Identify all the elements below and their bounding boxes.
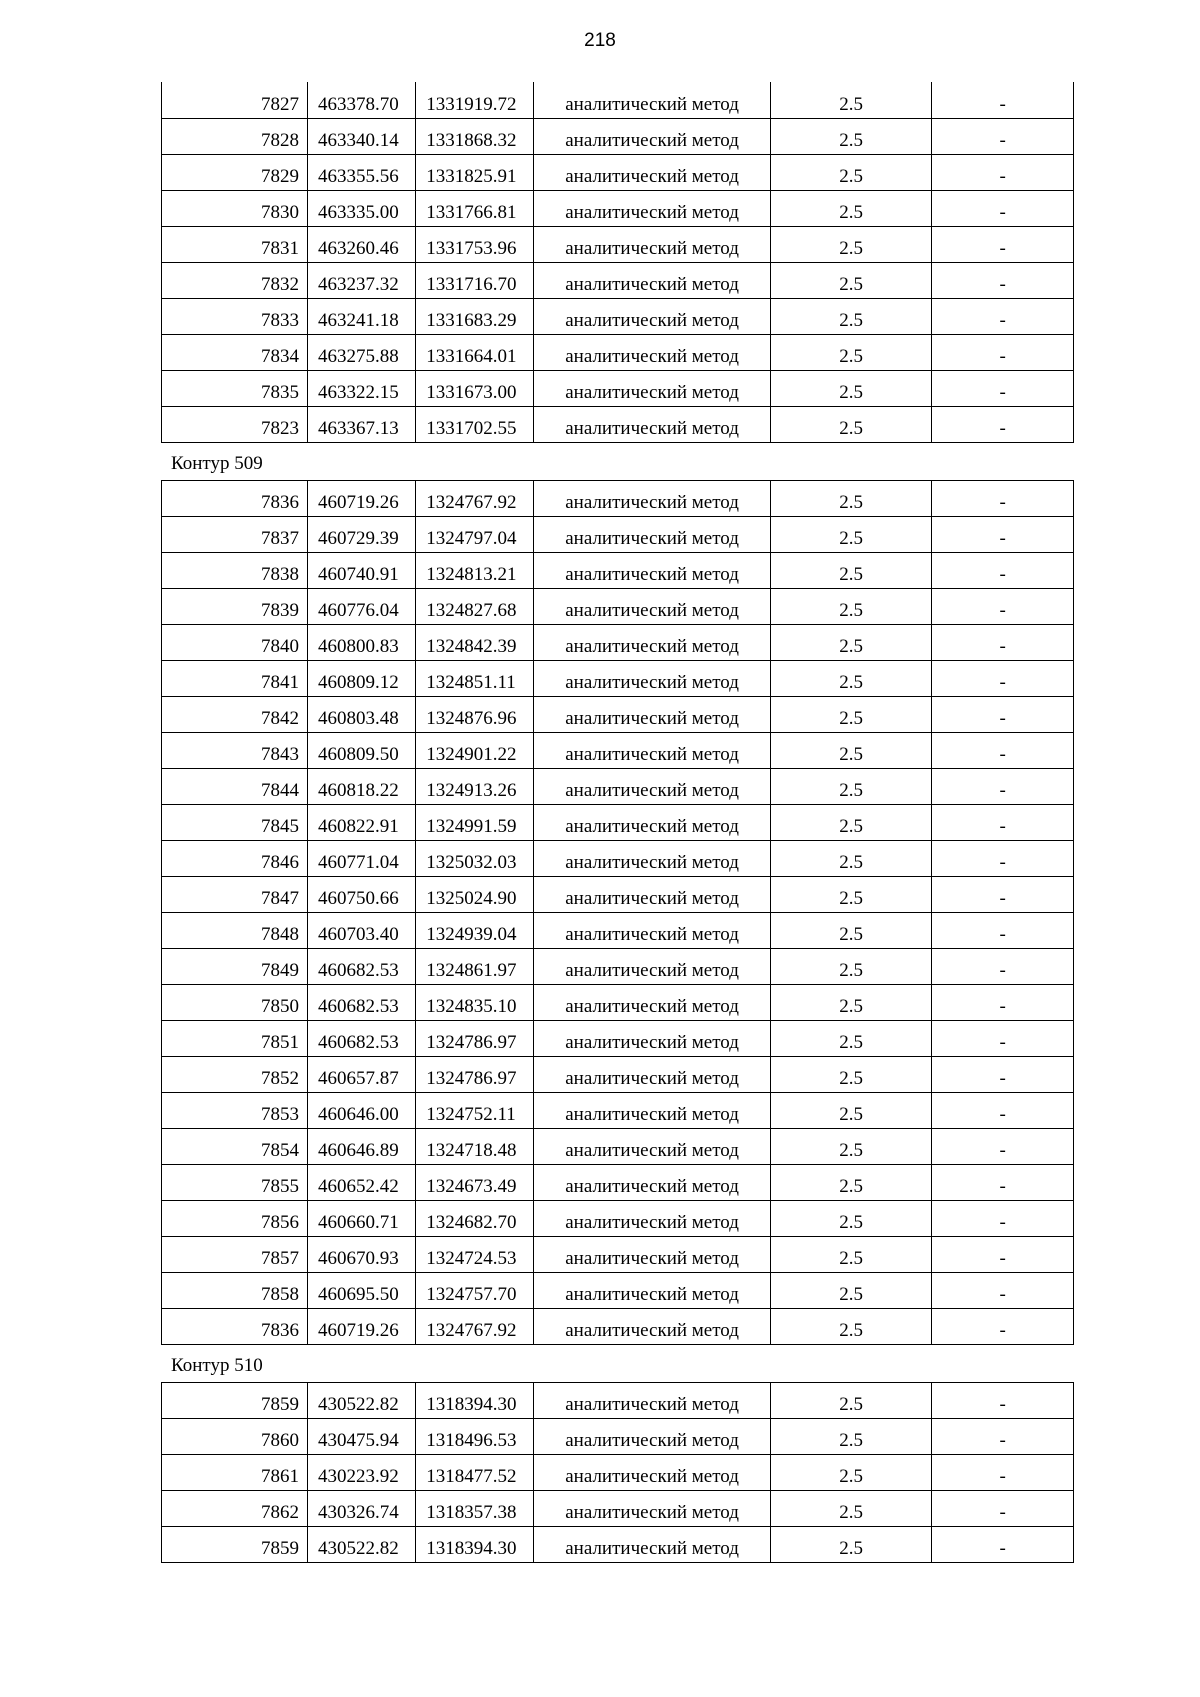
accuracy-cell: 2.5 — [771, 732, 932, 768]
note-cell: - — [932, 1128, 1074, 1164]
y-coordinate-cell: 1331766.81 — [416, 190, 534, 226]
table-row — [162, 1454, 1074, 1490]
note-cell: - — [932, 154, 1074, 190]
coordinates-document — [161, 82, 1074, 1563]
accuracy-cell: 2.5 — [771, 984, 932, 1020]
accuracy-cell: 2.5 — [771, 1200, 932, 1236]
point-number-cell: 7839 — [162, 588, 308, 624]
y-coordinate-cell: 1331683.29 — [416, 298, 534, 334]
y-coordinate-cell: 1324827.68 — [416, 588, 534, 624]
table-row — [162, 118, 1074, 154]
table-row — [162, 1164, 1074, 1200]
x-coordinate-cell: 430223.92 — [308, 1454, 416, 1490]
point-number-cell: 7831 — [162, 226, 308, 262]
point-number-cell: 7841 — [162, 660, 308, 696]
note-cell: - — [932, 516, 1074, 552]
note-cell: - — [932, 1164, 1074, 1200]
point-number-cell: 7847 — [162, 876, 308, 912]
point-number-cell: 7853 — [162, 1092, 308, 1128]
table-row — [162, 370, 1074, 406]
note-cell: - — [932, 660, 1074, 696]
method-cell: аналитический метод — [534, 696, 771, 732]
table-row — [162, 1020, 1074, 1056]
point-number-cell: 7854 — [162, 1128, 308, 1164]
table-row — [162, 190, 1074, 226]
accuracy-cell: 2.5 — [771, 768, 932, 804]
note-cell: - — [932, 298, 1074, 334]
y-coordinate-cell: 1324842.39 — [416, 624, 534, 660]
accuracy-cell: 2.5 — [771, 1020, 932, 1056]
point-number-cell: 7846 — [162, 840, 308, 876]
point-number-cell: 7837 — [162, 516, 308, 552]
point-number-cell: 7829 — [162, 154, 308, 190]
x-coordinate-cell: 460771.04 — [308, 840, 416, 876]
point-number-cell: 7834 — [162, 334, 308, 370]
note-cell: - — [932, 118, 1074, 154]
table-row — [162, 660, 1074, 696]
contour-title: Контур 509 — [171, 452, 263, 474]
method-cell: аналитический метод — [534, 876, 771, 912]
y-coordinate-cell: 1331716.70 — [416, 262, 534, 298]
method-cell: аналитический метод — [534, 334, 771, 370]
x-coordinate-cell: 460646.89 — [308, 1128, 416, 1164]
note-cell: - — [932, 768, 1074, 804]
table-row — [162, 1236, 1074, 1272]
y-coordinate-cell: 1324752.11 — [416, 1092, 534, 1128]
x-coordinate-cell: 460800.83 — [308, 624, 416, 660]
note-cell: - — [932, 1308, 1074, 1344]
y-coordinate-cell: 1331673.00 — [416, 370, 534, 406]
note-cell: - — [932, 1526, 1074, 1562]
y-coordinate-cell: 1331664.01 — [416, 334, 534, 370]
y-coordinate-cell: 1331753.96 — [416, 226, 534, 262]
method-cell: аналитический метод — [534, 1236, 771, 1272]
accuracy-cell: 2.5 — [771, 804, 932, 840]
coordinates-table — [161, 1382, 1074, 1563]
accuracy-cell: 2.5 — [771, 588, 932, 624]
method-cell: аналитический метод — [534, 732, 771, 768]
table-row — [162, 298, 1074, 334]
contour-title: Контур 510 — [171, 1354, 263, 1376]
note-cell: - — [932, 732, 1074, 768]
x-coordinate-cell: 460660.71 — [308, 1200, 416, 1236]
y-coordinate-cell: 1324757.70 — [416, 1272, 534, 1308]
accuracy-cell: 2.5 — [771, 624, 932, 660]
y-coordinate-cell: 1331702.55 — [416, 406, 534, 442]
page-number: 218 — [584, 30, 616, 51]
method-cell: аналитический метод — [534, 1382, 771, 1418]
note-cell: - — [932, 370, 1074, 406]
accuracy-cell: 2.5 — [771, 876, 932, 912]
method-cell: аналитический метод — [534, 1454, 771, 1490]
point-number-cell: 7856 — [162, 1200, 308, 1236]
point-number-cell: 7843 — [162, 732, 308, 768]
table-row — [162, 82, 1074, 118]
table-row — [162, 732, 1074, 768]
y-coordinate-cell: 1325024.90 — [416, 876, 534, 912]
method-cell: аналитический метод — [534, 804, 771, 840]
x-coordinate-cell: 460809.12 — [308, 660, 416, 696]
y-coordinate-cell: 1324813.21 — [416, 552, 534, 588]
x-coordinate-cell: 460750.66 — [308, 876, 416, 912]
method-cell: аналитический метод — [534, 406, 771, 442]
note-cell: - — [932, 1272, 1074, 1308]
table-row — [162, 768, 1074, 804]
accuracy-cell: 2.5 — [771, 1526, 932, 1562]
accuracy-cell: 2.5 — [771, 1236, 932, 1272]
y-coordinate-cell: 1324835.10 — [416, 984, 534, 1020]
point-number-cell: 7859 — [162, 1382, 308, 1418]
x-coordinate-cell: 460740.91 — [308, 552, 416, 588]
x-coordinate-cell: 460682.53 — [308, 948, 416, 984]
table-row — [162, 1382, 1074, 1418]
point-number-cell: 7852 — [162, 1056, 308, 1092]
method-cell: аналитический метод — [534, 1056, 771, 1092]
table-row — [162, 876, 1074, 912]
y-coordinate-cell: 1318357.38 — [416, 1490, 534, 1526]
y-coordinate-cell: 1324767.92 — [416, 1308, 534, 1344]
method-cell: аналитический метод — [534, 1200, 771, 1236]
table-row — [162, 588, 1074, 624]
table-row — [162, 624, 1074, 660]
accuracy-cell: 2.5 — [771, 840, 932, 876]
accuracy-cell: 2.5 — [771, 948, 932, 984]
point-number-cell: 7861 — [162, 1454, 308, 1490]
y-coordinate-cell: 1318394.30 — [416, 1526, 534, 1562]
y-coordinate-cell: 1324682.70 — [416, 1200, 534, 1236]
point-number-cell: 7830 — [162, 190, 308, 226]
note-cell: - — [932, 406, 1074, 442]
accuracy-cell: 2.5 — [771, 1490, 932, 1526]
y-coordinate-cell: 1331868.32 — [416, 118, 534, 154]
method-cell: аналитический метод — [534, 516, 771, 552]
method-cell: аналитический метод — [534, 1490, 771, 1526]
accuracy-cell: 2.5 — [771, 190, 932, 226]
table-row — [162, 1200, 1074, 1236]
x-coordinate-cell: 460695.50 — [308, 1272, 416, 1308]
point-number-cell: 7851 — [162, 1020, 308, 1056]
x-coordinate-cell: 460729.39 — [308, 516, 416, 552]
table-row — [162, 552, 1074, 588]
note-cell: - — [932, 1490, 1074, 1526]
point-number-cell: 7850 — [162, 984, 308, 1020]
method-cell: аналитический метод — [534, 1272, 771, 1308]
y-coordinate-cell: 1324786.97 — [416, 1020, 534, 1056]
point-number-cell: 7828 — [162, 118, 308, 154]
point-number-cell: 7836 — [162, 1308, 308, 1344]
y-coordinate-cell: 1324724.53 — [416, 1236, 534, 1272]
accuracy-cell: 2.5 — [771, 1164, 932, 1200]
table-row — [162, 1526, 1074, 1562]
accuracy-cell: 2.5 — [771, 1128, 932, 1164]
accuracy-cell: 2.5 — [771, 1056, 932, 1092]
table-row — [162, 804, 1074, 840]
point-number-cell: 7849 — [162, 948, 308, 984]
method-cell: аналитический метод — [534, 226, 771, 262]
accuracy-cell: 2.5 — [771, 552, 932, 588]
point-number-cell: 7840 — [162, 624, 308, 660]
accuracy-cell: 2.5 — [771, 298, 932, 334]
y-coordinate-cell: 1324718.48 — [416, 1128, 534, 1164]
accuracy-cell: 2.5 — [771, 406, 932, 442]
table-row — [162, 406, 1074, 442]
table-row — [162, 516, 1074, 552]
y-coordinate-cell: 1325032.03 — [416, 840, 534, 876]
table-row — [162, 1092, 1074, 1128]
y-coordinate-cell: 1324939.04 — [416, 912, 534, 948]
table-row — [162, 840, 1074, 876]
accuracy-cell: 2.5 — [771, 370, 932, 406]
point-number-cell: 7823 — [162, 406, 308, 442]
note-cell: - — [932, 1454, 1074, 1490]
y-coordinate-cell: 1324786.97 — [416, 1056, 534, 1092]
x-coordinate-cell: 460682.53 — [308, 1020, 416, 1056]
method-cell: аналитический метод — [534, 118, 771, 154]
note-cell: - — [932, 552, 1074, 588]
table-row — [162, 948, 1074, 984]
point-number-cell: 7860 — [162, 1418, 308, 1454]
method-cell: аналитический метод — [534, 370, 771, 406]
note-cell: - — [932, 876, 1074, 912]
y-coordinate-cell: 1324851.11 — [416, 660, 534, 696]
note-cell: - — [932, 948, 1074, 984]
point-number-cell: 7845 — [162, 804, 308, 840]
method-cell: аналитический метод — [534, 154, 771, 190]
point-number-cell: 7838 — [162, 552, 308, 588]
accuracy-cell: 2.5 — [771, 516, 932, 552]
accuracy-cell: 2.5 — [771, 1382, 932, 1418]
y-coordinate-cell: 1324913.26 — [416, 768, 534, 804]
table-row — [162, 1128, 1074, 1164]
x-coordinate-cell: 460652.42 — [308, 1164, 416, 1200]
x-coordinate-cell: 460809.50 — [308, 732, 416, 768]
accuracy-cell: 2.5 — [771, 334, 932, 370]
point-number-cell: 7842 — [162, 696, 308, 732]
accuracy-cell: 2.5 — [771, 226, 932, 262]
accuracy-cell: 2.5 — [771, 82, 932, 118]
method-cell: аналитический метод — [534, 1092, 771, 1128]
x-coordinate-cell: 463260.46 — [308, 226, 416, 262]
method-cell: аналитический метод — [534, 190, 771, 226]
x-coordinate-cell: 460822.91 — [308, 804, 416, 840]
point-number-cell: 7832 — [162, 262, 308, 298]
point-number-cell: 7835 — [162, 370, 308, 406]
table-row — [162, 1272, 1074, 1308]
method-cell: аналитический метод — [534, 552, 771, 588]
y-coordinate-cell: 1318496.53 — [416, 1418, 534, 1454]
point-number-cell: 7858 — [162, 1272, 308, 1308]
table-row — [162, 1056, 1074, 1092]
accuracy-cell: 2.5 — [771, 660, 932, 696]
point-number-cell: 7862 — [162, 1490, 308, 1526]
note-cell: - — [932, 1200, 1074, 1236]
method-cell: аналитический метод — [534, 1308, 771, 1344]
method-cell: аналитический метод — [534, 768, 771, 804]
point-number-cell: 7859 — [162, 1526, 308, 1562]
x-coordinate-cell: 460703.40 — [308, 912, 416, 948]
method-cell: аналитический метод — [534, 948, 771, 984]
point-number-cell: 7844 — [162, 768, 308, 804]
x-coordinate-cell: 460682.53 — [308, 984, 416, 1020]
point-number-cell: 7827 — [162, 82, 308, 118]
point-number-cell: 7836 — [162, 480, 308, 516]
y-coordinate-cell: 1324797.04 — [416, 516, 534, 552]
coordinates-table — [161, 480, 1074, 1345]
point-number-cell: 7857 — [162, 1236, 308, 1272]
table-row — [162, 480, 1074, 516]
method-cell: аналитический метод — [534, 1418, 771, 1454]
note-cell: - — [932, 1418, 1074, 1454]
table-row — [162, 912, 1074, 948]
x-coordinate-cell: 463275.88 — [308, 334, 416, 370]
point-number-cell: 7833 — [162, 298, 308, 334]
x-coordinate-cell: 460719.26 — [308, 1308, 416, 1344]
table-row — [162, 696, 1074, 732]
accuracy-cell: 2.5 — [771, 1272, 932, 1308]
method-cell: аналитический метод — [534, 82, 771, 118]
method-cell: аналитический метод — [534, 298, 771, 334]
method-cell: аналитический метод — [534, 660, 771, 696]
x-coordinate-cell: 463241.18 — [308, 298, 416, 334]
note-cell: - — [932, 334, 1074, 370]
note-cell: - — [932, 804, 1074, 840]
note-cell: - — [932, 588, 1074, 624]
x-coordinate-cell: 460646.00 — [308, 1092, 416, 1128]
table-row — [162, 1490, 1074, 1526]
note-cell: - — [932, 1382, 1074, 1418]
table-row — [162, 984, 1074, 1020]
note-cell: - — [932, 1020, 1074, 1056]
method-cell: аналитический метод — [534, 912, 771, 948]
x-coordinate-cell: 463378.70 — [308, 82, 416, 118]
x-coordinate-cell: 460818.22 — [308, 768, 416, 804]
x-coordinate-cell: 430475.94 — [308, 1418, 416, 1454]
method-cell: аналитический метод — [534, 262, 771, 298]
note-cell: - — [932, 1236, 1074, 1272]
note-cell: - — [932, 190, 1074, 226]
x-coordinate-cell: 463340.14 — [308, 118, 416, 154]
y-coordinate-cell: 1324876.96 — [416, 696, 534, 732]
y-coordinate-cell: 1318477.52 — [416, 1454, 534, 1490]
note-cell: - — [932, 840, 1074, 876]
x-coordinate-cell: 460670.93 — [308, 1236, 416, 1272]
note-cell: - — [932, 624, 1074, 660]
table-row — [162, 1418, 1074, 1454]
x-coordinate-cell: 463335.00 — [308, 190, 416, 226]
method-cell: аналитический метод — [534, 984, 771, 1020]
method-cell: аналитический метод — [534, 1164, 771, 1200]
x-coordinate-cell: 463237.32 — [308, 262, 416, 298]
table-row — [162, 1308, 1074, 1344]
x-coordinate-cell: 460803.48 — [308, 696, 416, 732]
accuracy-cell: 2.5 — [771, 696, 932, 732]
note-cell: - — [932, 912, 1074, 948]
y-coordinate-cell: 1324673.49 — [416, 1164, 534, 1200]
method-cell: аналитический метод — [534, 624, 771, 660]
x-coordinate-cell: 430326.74 — [308, 1490, 416, 1526]
accuracy-cell: 2.5 — [771, 1308, 932, 1344]
x-coordinate-cell: 460776.04 — [308, 588, 416, 624]
method-cell: аналитический метод — [534, 840, 771, 876]
y-coordinate-cell: 1331919.72 — [416, 82, 534, 118]
accuracy-cell: 2.5 — [771, 118, 932, 154]
accuracy-cell: 2.5 — [771, 912, 932, 948]
x-coordinate-cell: 460657.87 — [308, 1056, 416, 1092]
note-cell: - — [932, 226, 1074, 262]
note-cell: - — [932, 262, 1074, 298]
table-row — [162, 262, 1074, 298]
y-coordinate-cell: 1324861.97 — [416, 948, 534, 984]
table-row — [162, 334, 1074, 370]
note-cell: - — [932, 1056, 1074, 1092]
point-number-cell: 7855 — [162, 1164, 308, 1200]
method-cell: аналитический метод — [534, 1526, 771, 1562]
method-cell: аналитический метод — [534, 1128, 771, 1164]
note-cell: - — [932, 696, 1074, 732]
accuracy-cell: 2.5 — [771, 480, 932, 516]
accuracy-cell: 2.5 — [771, 1092, 932, 1128]
y-coordinate-cell: 1331825.91 — [416, 154, 534, 190]
x-coordinate-cell: 463355.56 — [308, 154, 416, 190]
note-cell: - — [932, 82, 1074, 118]
y-coordinate-cell: 1318394.30 — [416, 1382, 534, 1418]
accuracy-cell: 2.5 — [771, 154, 932, 190]
coordinates-table — [161, 82, 1074, 443]
point-number-cell: 7848 — [162, 912, 308, 948]
y-coordinate-cell: 1324901.22 — [416, 732, 534, 768]
accuracy-cell: 2.5 — [771, 262, 932, 298]
method-cell: аналитический метод — [534, 588, 771, 624]
y-coordinate-cell: 1324991.59 — [416, 804, 534, 840]
x-coordinate-cell: 463367.13 — [308, 406, 416, 442]
note-cell: - — [932, 1092, 1074, 1128]
accuracy-cell: 2.5 — [771, 1454, 932, 1490]
note-cell: - — [932, 984, 1074, 1020]
x-coordinate-cell: 463322.15 — [308, 370, 416, 406]
y-coordinate-cell: 1324767.92 — [416, 480, 534, 516]
table-row — [162, 226, 1074, 262]
method-cell: аналитический метод — [534, 480, 771, 516]
method-cell: аналитический метод — [534, 1020, 771, 1056]
accuracy-cell: 2.5 — [771, 1418, 932, 1454]
x-coordinate-cell: 430522.82 — [308, 1526, 416, 1562]
x-coordinate-cell: 460719.26 — [308, 480, 416, 516]
x-coordinate-cell: 430522.82 — [308, 1382, 416, 1418]
note-cell: - — [932, 480, 1074, 516]
table-row — [162, 154, 1074, 190]
